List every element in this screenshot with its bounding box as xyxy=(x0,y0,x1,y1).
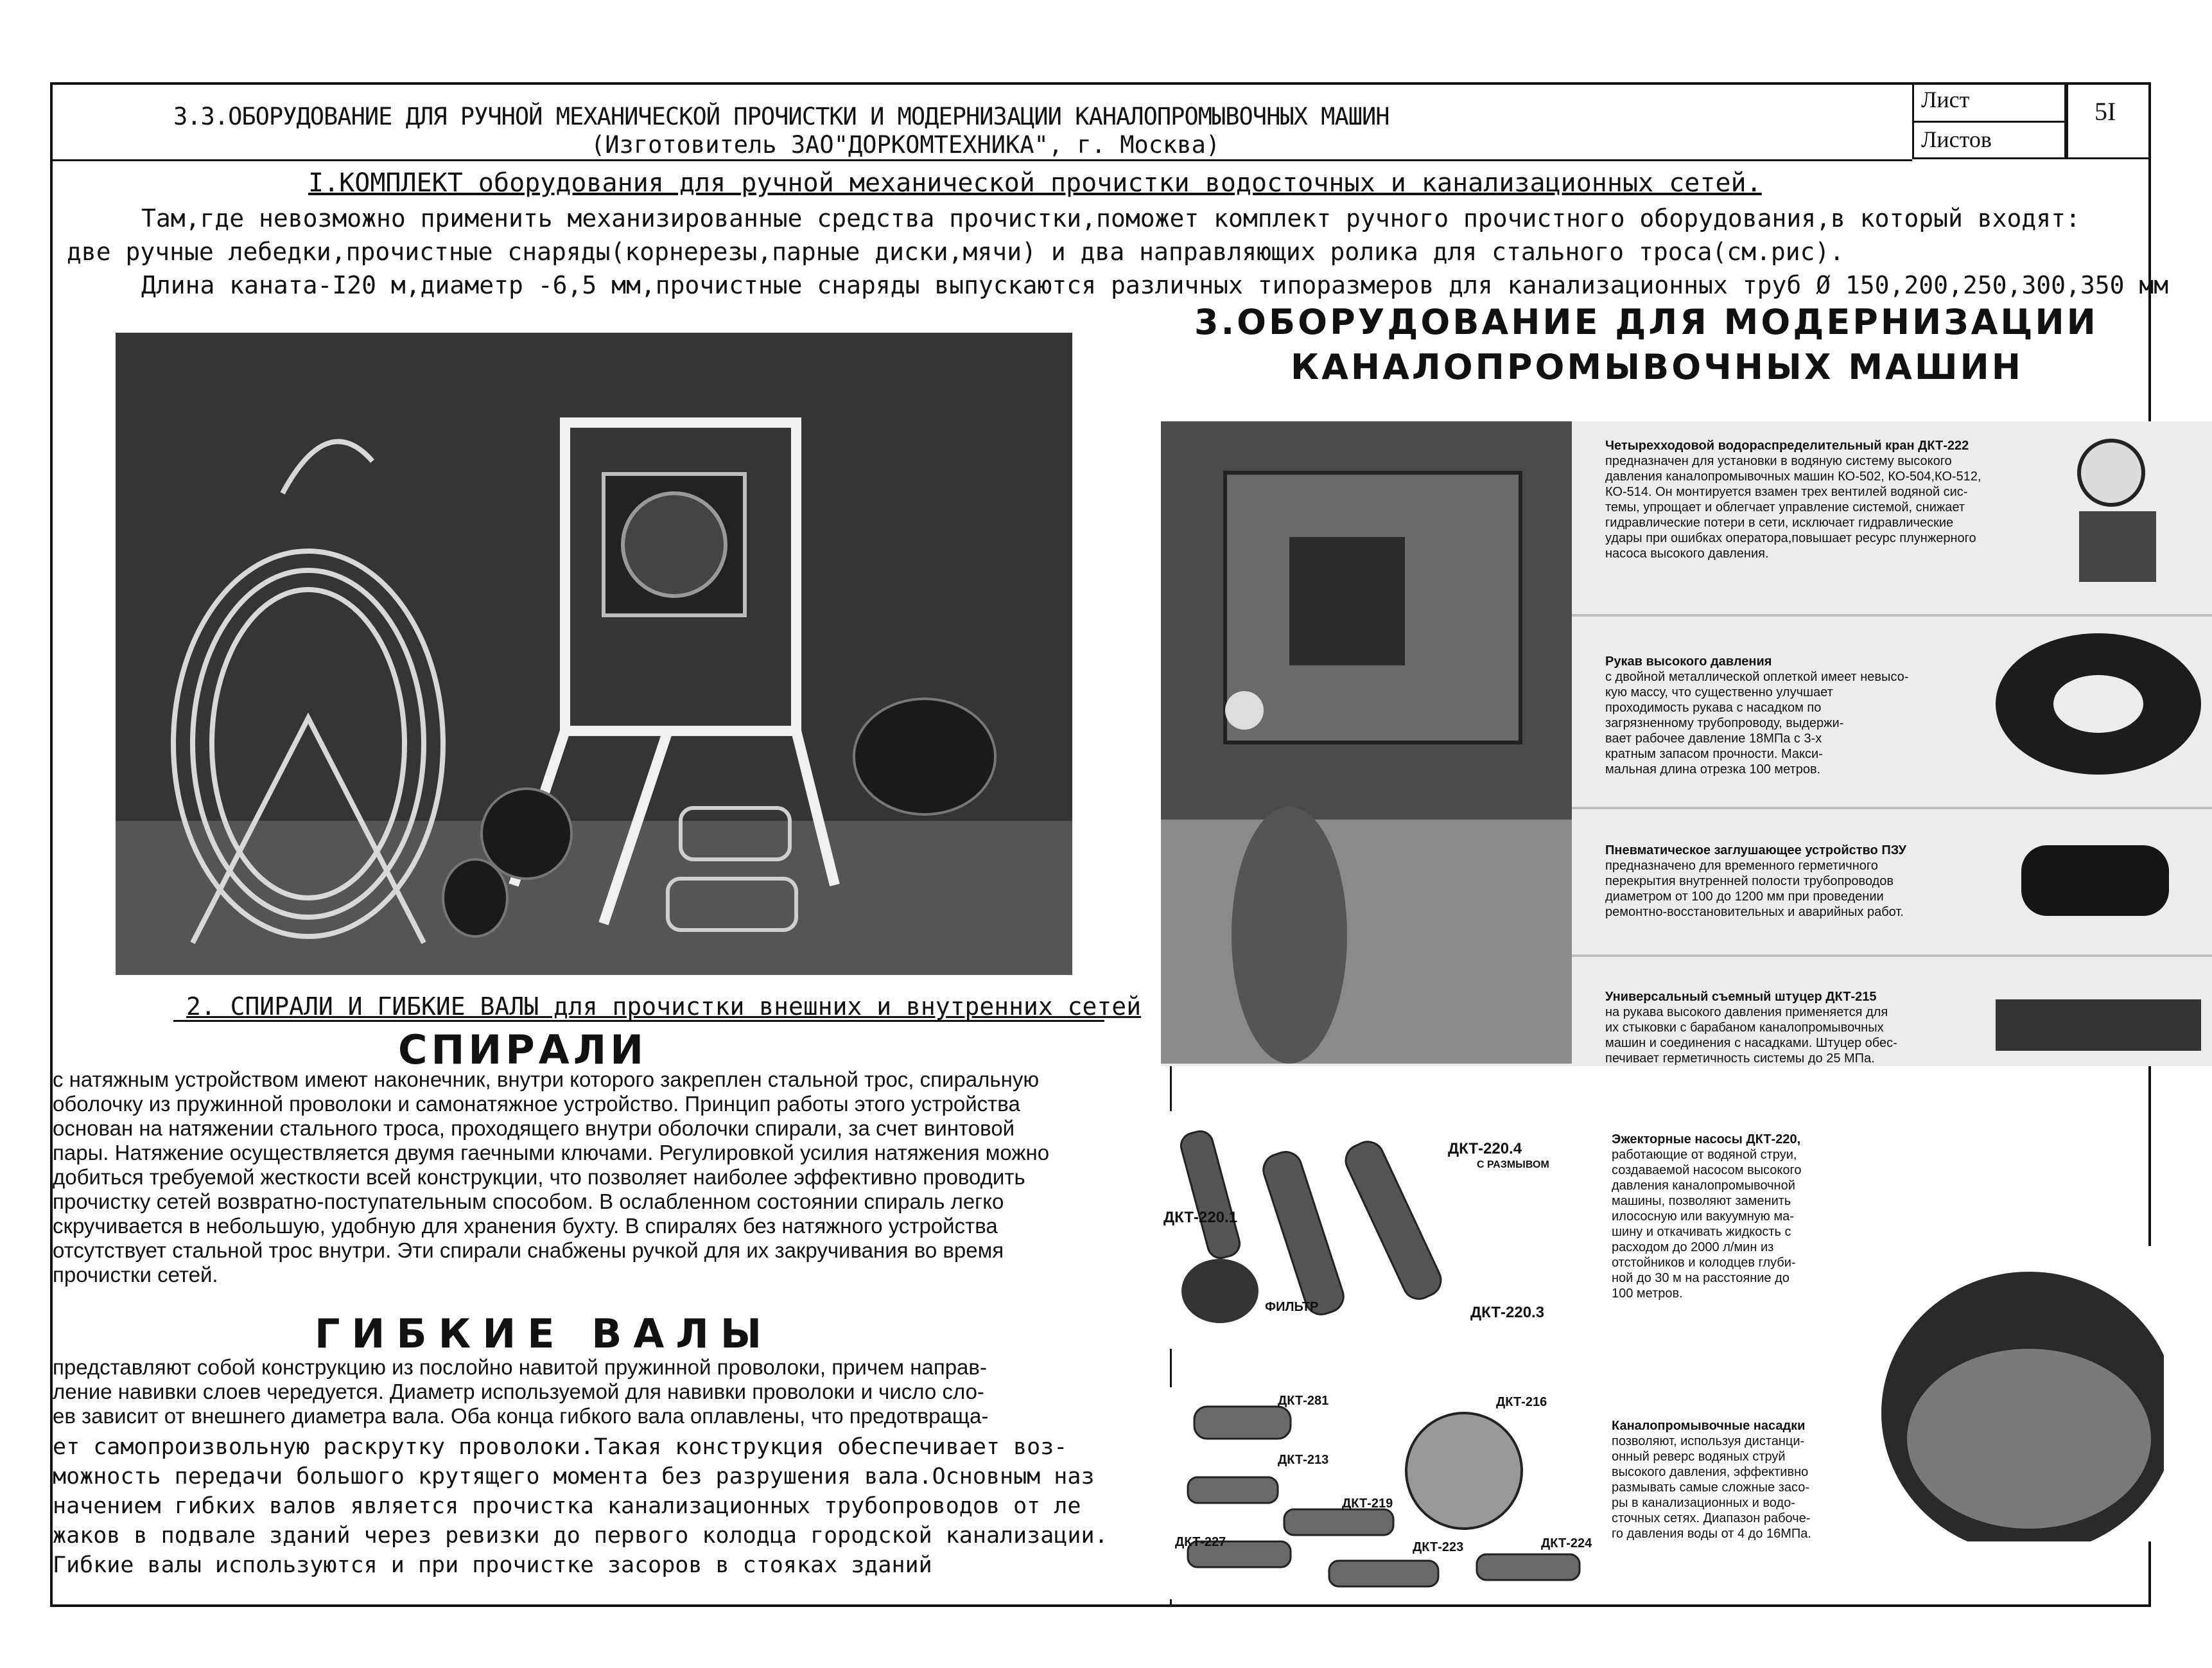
item-line: на рукава высокого давления применяется для xyxy=(1605,1005,1888,1019)
item-line: проходимость рукава с насадком по xyxy=(1605,701,1822,715)
item-title: Четырехходовой водораспределительный кран ДКТ-222 xyxy=(1605,439,1969,453)
item-line: го давления воды от 4 до 16МПа. xyxy=(1612,1527,1811,1541)
item-line: машины, позволяют заменить xyxy=(1612,1194,1791,1208)
section3-heading-num: 3. xyxy=(1194,302,1237,342)
label-dkt219: ДКТ-219 xyxy=(1342,1497,1393,1511)
item-title: Каналопромывочные насадки xyxy=(1612,1419,1806,1433)
item-line: перекрытия внутренней полости трубопроводов xyxy=(1605,874,1894,888)
spirals-line: оболочку из пружинной проволоки и самонатяжное устройство. Принцип работы этого устройства xyxy=(53,1092,1020,1116)
item-line: их стыковки с барабаном каналопромывочных xyxy=(1605,1021,1884,1035)
item-line: кую массу, что существенно улучшает xyxy=(1605,685,1833,699)
spirals-line: с натяжным устройством имеют наконечник, внутри которого закреплен стальной трос, спиральную xyxy=(53,1067,1040,1091)
spirals-line: отсутствует стальной трос внутри. Эти спирали снабжены ручкой для их закручивания во время xyxy=(53,1238,1004,1262)
item-line: диаметром от 100 до 1200 мм при проведении xyxy=(1605,890,1884,904)
item-line: удары при ошибках оператора,повышает ресурс плунжерного xyxy=(1605,531,1976,545)
item-crane xyxy=(1605,438,2055,561)
spirals-line: прочистку сетей возвратно-поступательным способом. В ослабленном состоянии спираль легко xyxy=(53,1190,1004,1213)
section2-heading: 2. СПИРАЛИ И ГИБКИЕ ВАЛЫ для прочистки внешних и внутренних сетей xyxy=(186,992,1142,1021)
label-dkt213: ДКТ-213 xyxy=(1278,1453,1329,1467)
item-pzu xyxy=(1605,843,1978,920)
item-line: сточных сетях. Диапазон рабоче- xyxy=(1612,1511,1811,1525)
item-line: расходом до 2000 л/мин из xyxy=(1612,1240,1774,1254)
item-line: давления каналопромывочной xyxy=(1612,1179,1795,1193)
item-line: работающие от водяной струи, xyxy=(1612,1148,1797,1162)
label-dkt2203: ДКТ-220.3 xyxy=(1470,1304,1545,1321)
section3-heading-text1: ОБОРУДОВАНИЕ ДЛЯ МОДЕРНИЗАЦИИ xyxy=(1237,302,2098,342)
item-ejector xyxy=(1612,1132,1856,1301)
item-line: отстойников и колодцев глуби- xyxy=(1612,1256,1796,1270)
spirals-title: СПИРАЛИ xyxy=(398,1026,648,1073)
item-line: вает рабочее давление 18МПа с 3-х xyxy=(1605,732,1822,746)
item-line: мальная длина отрезка 100 метров. xyxy=(1605,762,1821,777)
shafts-mono-line: можность передачи большого крутящего момента без разрушения вала.Основным наз xyxy=(53,1464,1095,1489)
shafts-line: представляют собой конструкцию из послойно навитой пружинной проволоки, причем направ- xyxy=(53,1355,987,1379)
label-dkt281: ДКТ-281 xyxy=(1278,1394,1329,1408)
sheet-number: 5I xyxy=(2094,97,2116,126)
item-title: Эжекторные насосы ДКТ-220, xyxy=(1612,1132,1801,1146)
item-nozzles xyxy=(1612,1418,1868,1541)
header-divider xyxy=(50,159,1912,161)
spirals-line: пары. Натяжение осуществляется двумя гаечными ключами. Регулировкой усилия натяжения можно xyxy=(53,1141,1050,1164)
label-dkt224: ДКТ-224 xyxy=(1541,1536,1592,1550)
spirals-text xyxy=(53,1067,1170,1287)
label-dkt2201: ДКТ-220.1 xyxy=(1163,1209,1238,1226)
document-title: 3.3.ОБОРУДОВАНИЕ ДЛЯ РУЧНОЙ МЕХАНИЧЕСКОЙ ПРОЧИСТКИ И МОДЕРНИЗАЦИИ КАНАЛОПРОМЫВОЧНЫХ МАШИН xyxy=(173,103,1389,130)
item-line: илососную или вакуумную ма- xyxy=(1612,1209,1794,1224)
label-dkt216: ДКТ-216 xyxy=(1496,1395,1547,1409)
item-line: предназначен для установки в водяную систему высокого xyxy=(1605,454,1952,468)
item-line: ры в канализационных и водо- xyxy=(1612,1496,1795,1510)
shafts-text xyxy=(53,1355,1170,1428)
label-filtr: ФИЛЬТР xyxy=(1265,1300,1319,1314)
shafts-mono-line: Гибкие валы используются и при прочистке засоров в стояках зданий xyxy=(53,1552,932,1578)
item-fitting xyxy=(1605,989,1965,1066)
shafts-title: ГИБКИЕ ВАЛЫ xyxy=(315,1310,774,1357)
shafts-mono-line: ет самопроизвольную раскрутку проволоки.Такая конструкция обеспечивает воз- xyxy=(53,1434,1068,1460)
item-title: Универсальный съемный штуцер ДКТ-215 xyxy=(1605,990,1877,1004)
shafts-mono-line: жаков в подвале зданий через ревизки до первого колодца городской канализации. xyxy=(53,1523,1108,1549)
section3-heading-line1 xyxy=(1194,302,2098,342)
shafts-mono-line: начением гибких валов является прочистка канализационных трубопроводов от ле xyxy=(53,1493,1081,1519)
section3-heading-line2: КАНАЛОПРОМЫВОЧНЫХ МАШИН xyxy=(1291,347,2023,387)
label-dkt2204: ДКТ-220.4 xyxy=(1448,1140,1522,1157)
spirals-line: скручивается в небольшую, удобную для хранения бухту. В спиралях без натяжного устройства xyxy=(53,1214,998,1238)
item-line: гидравлические потери в сети, исключает гидравлические xyxy=(1605,516,1954,530)
item-line: позволяют, используя дистанци- xyxy=(1612,1434,1805,1448)
item-line: печивает герметичность системы до 25 МПа. xyxy=(1605,1051,1875,1066)
item-hose xyxy=(1605,654,1913,777)
item-line: предназначено для временного герметичного xyxy=(1605,859,1878,873)
shafts-line: ев зависит от внешнего диаметра вала. Оба конца гибкого вала оплавлены, что предотвраща- xyxy=(53,1404,989,1428)
spirals-line: прочистки сетей. xyxy=(53,1263,218,1286)
pipe-image xyxy=(1862,1246,2164,1541)
section1-line2: две ручные лебедки,прочистные снаряды(корнерезы,парные диски,мячи) и два направляющих ролика для стального троса(см.рис). xyxy=(67,238,1845,266)
item-title: Рукав высокого давления xyxy=(1605,654,1772,669)
shafts-text-mono xyxy=(53,1432,1170,1580)
spirals-line: добиться требуемой жесткости всей конструкции, что позволяет наиболее эффективно проводить xyxy=(53,1165,1025,1189)
item-line: онный реверс водяных струй xyxy=(1612,1450,1786,1464)
item-line: ремонтно-восстановительных и аварийных работ. xyxy=(1605,905,1904,919)
item-line: темы, упрощает и облегчает управление системой, снижает xyxy=(1605,500,1965,514)
sheet-label: Лист xyxy=(1921,87,1970,112)
item-line: машин и соединения с насадками. Штуцер обес- xyxy=(1605,1036,1897,1050)
item-line: насоса высокого давления. xyxy=(1605,547,1769,561)
item-title: Пневматическое заглушающее устройство ПЗУ xyxy=(1605,843,1906,857)
sheet-box-divider xyxy=(1912,121,2066,123)
item-line: с двойной металлической оплеткой имеет невысо- xyxy=(1605,670,1909,684)
spirals-line: основан на натяжении стального троса, проходящего внутри оболочки спирали, за счет винтовой xyxy=(53,1116,1015,1140)
item-line: 100 метров. xyxy=(1612,1286,1683,1301)
item-line: давления каналопромывочных машин КО-502, КО-504,КО-512, xyxy=(1605,470,1981,484)
shafts-line: ление навивки слоев чередуется. Диаметр используемой для навивки проволоки и число сло- xyxy=(53,1380,984,1403)
item-line: высокого давления, эффективно xyxy=(1612,1465,1809,1479)
winch-kit-photo xyxy=(116,333,1072,975)
nozzles-image xyxy=(1169,1387,1618,1599)
section2-underline xyxy=(173,1020,1104,1022)
item-line: загрязненному трубопроводу, выдержи- xyxy=(1605,716,1844,730)
sheets-label: Листов xyxy=(1921,127,1992,152)
item-line: создаваемой насосом высокого xyxy=(1612,1163,1802,1177)
section1-heading: I.КОМПЛЕКТ оборудования для ручной механической прочистки водосточных и канализационных сетей. xyxy=(308,168,1762,198)
item-line: шину и откачивать жидкость с xyxy=(1612,1225,1791,1239)
label-dkt227: ДКТ-227 xyxy=(1175,1535,1226,1549)
section1-line1: Там,где невозможно применить механизированные средства прочистки,поможет комплект ручного прочистного оборудования,в который входят: xyxy=(141,204,2080,233)
item-line: КО-514. Он монтируется взамен трех вентилей водяной сис- xyxy=(1605,485,1968,499)
label-razmyv: С РАЗМЫВОМ xyxy=(1477,1159,1549,1170)
label-dkt223: ДКТ-223 xyxy=(1413,1540,1464,1554)
item-line: кратным запасом прочности. Макси- xyxy=(1605,747,1823,761)
item-line: ной до 30 м на расстояние до xyxy=(1612,1271,1790,1285)
item-line: размывать самые сложные засо- xyxy=(1612,1480,1810,1495)
document-subtitle: (Изготовитель ЗАО"ДОРКОМТЕХНИКА", г. Москва) xyxy=(591,131,1221,159)
section1-line3: Длина каната-I20 м,диаметр -6,5 мм,прочистные снаряды выпускаются различных типоразмеров для канализационных труб Ø 150,200,250,300,350 мм xyxy=(141,271,2169,299)
